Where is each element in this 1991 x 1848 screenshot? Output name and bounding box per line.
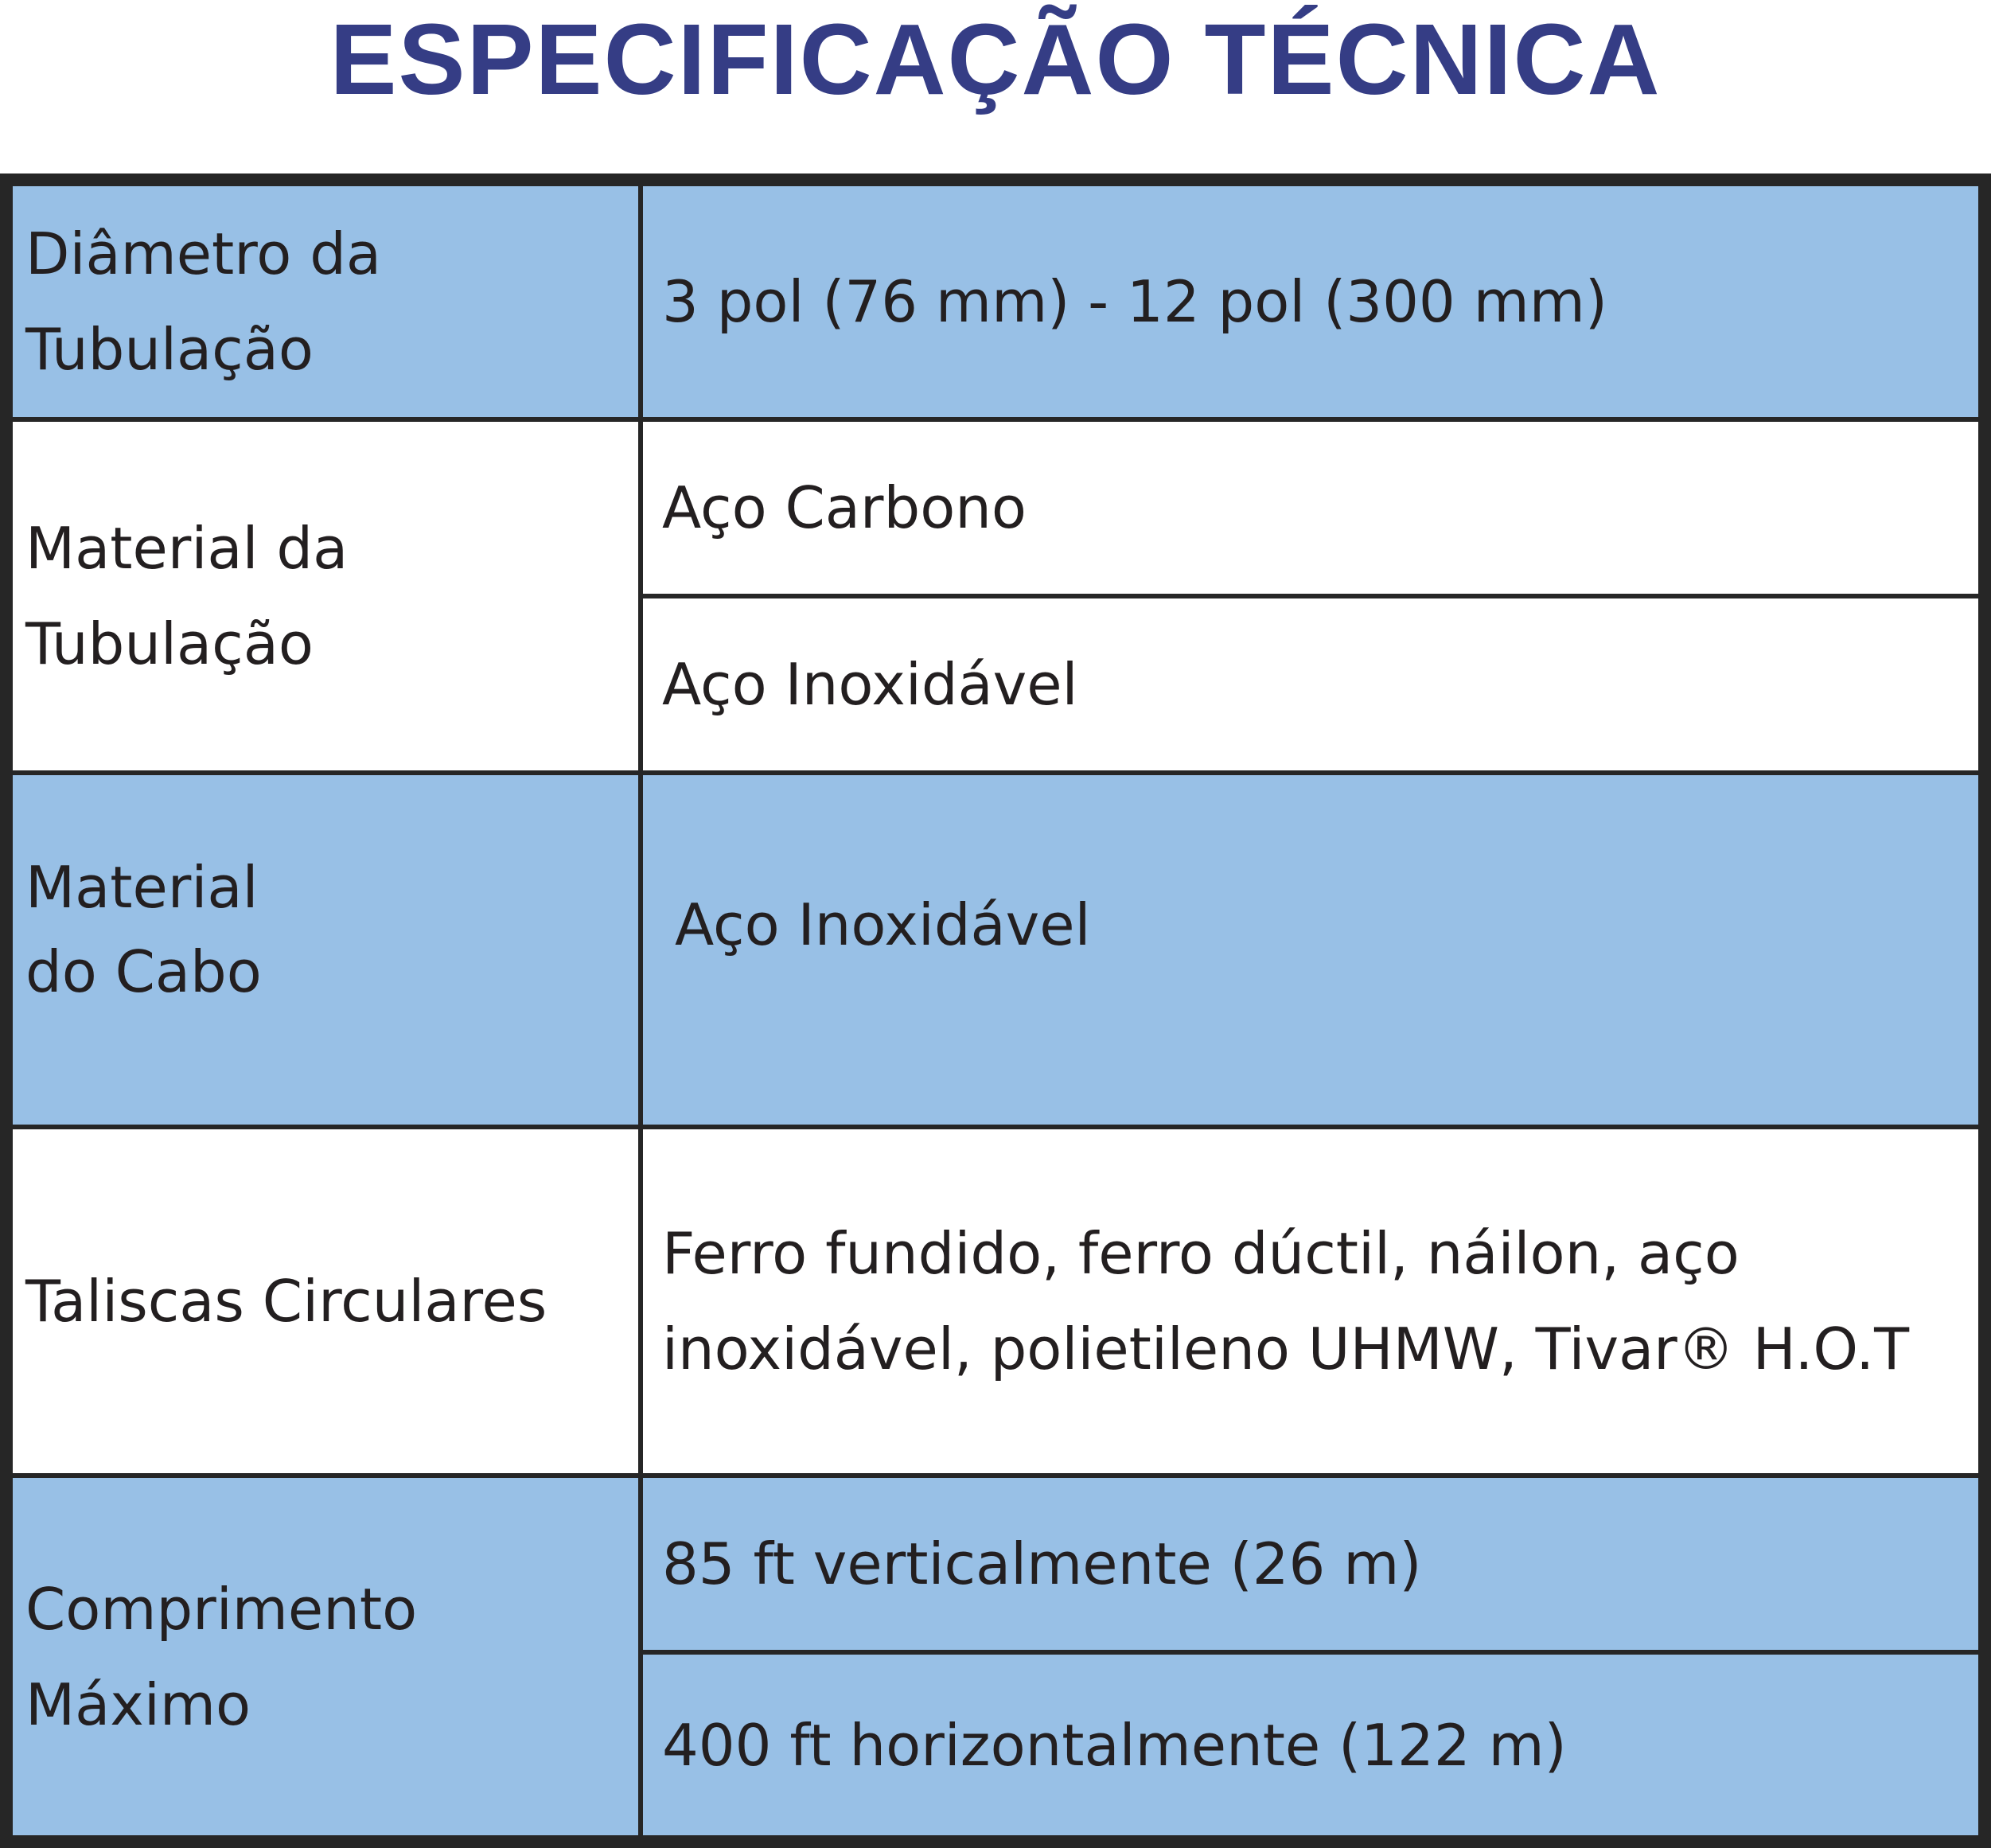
label-circular-flights xyxy=(13,1129,638,1473)
value-cable-material-text: Aço Inoxidável xyxy=(675,891,1091,958)
label-max-length xyxy=(13,1478,638,1835)
value-pipe-material-carbon xyxy=(643,422,1978,594)
label-pipe-diameter xyxy=(13,186,638,417)
value-pipe-diameter-text: 3 pol (76 mm) - 12 pol (300 mm) xyxy=(662,268,1607,335)
table-row-pipe-material xyxy=(13,422,1978,770)
label-cable-material-text: Material do Cabo xyxy=(25,854,262,1005)
page-title: ESPECIFICAÇÃO TÉCNICA xyxy=(329,3,1662,115)
table-row-cable-material xyxy=(13,775,1978,1125)
value-circular-flights xyxy=(643,1129,1978,1473)
label-pipe-material-text: Material da Tubulação xyxy=(25,515,349,677)
table-row-circular-flights xyxy=(13,1129,1978,1473)
value-cable-material xyxy=(643,775,1978,1125)
value-pipe-material-stainless xyxy=(643,598,1978,770)
value-max-length-vertical xyxy=(643,1478,1978,1650)
value-max-length-horizontal-text: 400 ft horizontalmente (122 m) xyxy=(662,1711,1567,1779)
table-row-pipe-diameter xyxy=(13,186,1978,417)
value-pipe-material-stainless-text: Aço Inoxidável xyxy=(662,651,1078,718)
label-circular-flights-text: Taliscas Circulares xyxy=(25,1268,547,1335)
label-pipe-material xyxy=(13,422,638,770)
value-max-length-vertical-text: 85 ft verticalmente (26 m) xyxy=(662,1530,1422,1597)
value-max-length-horizontal xyxy=(643,1655,1978,1835)
table-row-max-length xyxy=(13,1478,1978,1835)
label-pipe-diameter-text: Diâmetro da Tubulação xyxy=(25,220,382,383)
value-circular-flights-text: Ferro fundido, ferro dúctil, náilon, aço inoxidável, polietileno UHMW, Tivar® H.O.T xyxy=(662,1220,1910,1382)
label-cable-material xyxy=(13,775,638,1125)
label-max-length-text: Comprimento Máximo xyxy=(25,1575,418,1738)
value-pipe-material-carbon-text: Aço Carbono xyxy=(662,474,1027,541)
specification-table xyxy=(0,173,1991,1848)
value-pipe-diameter xyxy=(643,186,1978,417)
